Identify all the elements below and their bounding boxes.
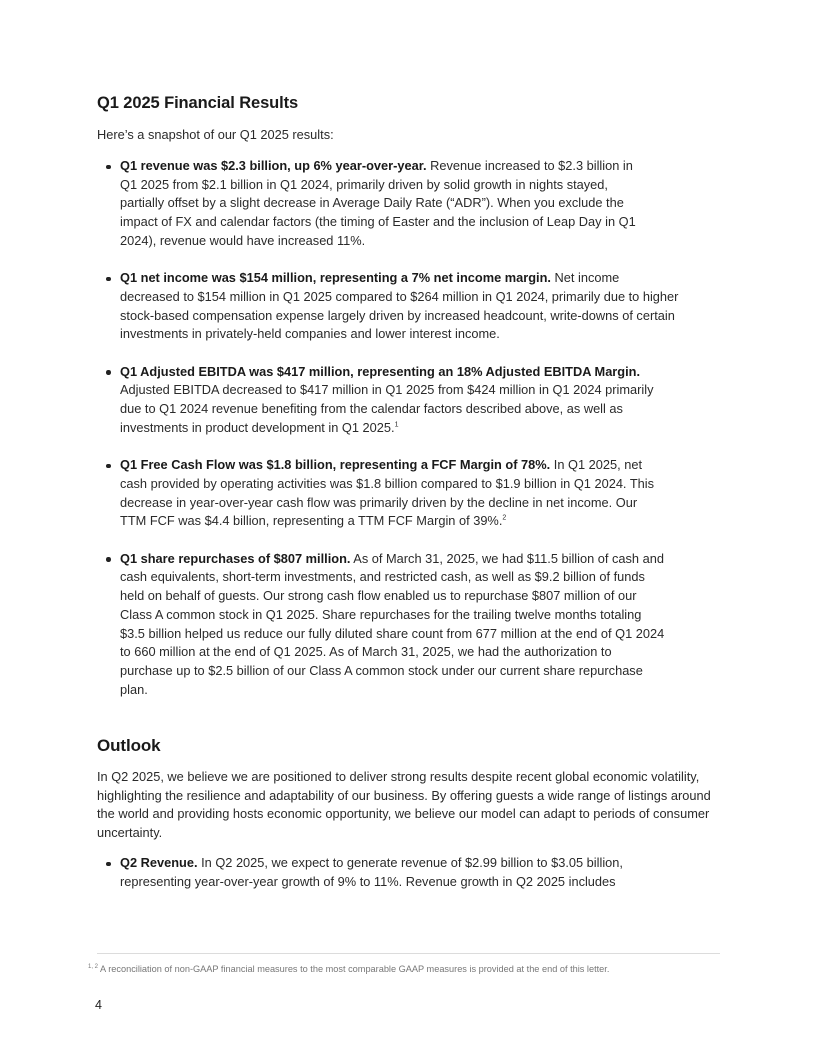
bullet-net-income xyxy=(97,269,680,344)
outlook-bullet-list xyxy=(97,854,697,910)
bullet-footnote-ref: 1 xyxy=(394,421,399,429)
bullet-footnote-ref: 2 xyxy=(502,515,507,523)
bullet-lead: Q1 net income was $154 million, representing a 7% net income margin. xyxy=(120,270,551,286)
footnote-text: A reconciliation of non-GAAP financial measures to the most comparable GAAP measures is provided at the end of this letter. xyxy=(98,964,610,974)
bullet-body: In Q1 2025, net cash provided by operating activities was $1.8 billion compared to $1.9 billion in Q1 2024. This decrease in year-over-year cash flow was primarily driven by the decline in net income. Our TTM FCF was $4.4 billion, representing a TTM FCF Margin of 39%. xyxy=(120,457,654,529)
footnote-divider xyxy=(97,953,720,954)
results-intro: Here’s a snapshot of our Q1 2025 results: xyxy=(97,127,334,142)
bullet-lead: Q1 revenue was $2.3 billion, up 6% year-over-year. xyxy=(120,158,427,173)
bullet-lead: Q1 Adjusted EBITDA was $417 million, representing an 18% Adjusted EBITDA Margin. xyxy=(120,363,641,379)
bullet-lead: Q2 Revenue. xyxy=(120,855,198,870)
footnote xyxy=(88,963,609,975)
section-heading-outlook: Outlook xyxy=(97,736,161,755)
section-heading-financial-results: Q1 2025 Financial Results xyxy=(97,94,299,112)
bullet-body: Adjusted EBITDA decreased to $417 million in Q1 2025 from $424 million in Q1 2024 primarily due to Q1 2024 revenue benefiting from the calendar factors described above, as well as investments in product development in Q1 2025. xyxy=(120,382,654,435)
bullet-adjusted-ebitda xyxy=(97,363,665,438)
page-number: 4 xyxy=(95,998,102,1012)
bullet-body: As of March 31, 2025, we had $11.5 billion of cash and cash equivalents, short-term investments, and restricted cash, as well as $9.2 billion of funds held on behalf of guests. Our strong cash flow enabled us to repurchase $807 million of our Class A common stock in Q1 2025. Share repurchases for the trailing twelve months totaling $3.5 billion helped us reduce our fully diluted share count from 677 million at the end of Q1 2024 to 660 million at the end of Q1 2025. As of March 31, 2025, we had the authorization to purchase up to $2.5 billion of our Class A common stock under our current share repurchase plan. xyxy=(120,550,665,697)
bullet-body: In Q2 2025, we expect to generate revenue of $2.99 billion to $3.05 billion, representing year-over-year growth of 9% to 11%. Revenue growth in Q2 2025 includes xyxy=(120,855,623,889)
bullet-share-repurchases xyxy=(97,550,665,700)
bullet-revenue xyxy=(97,157,650,251)
outlook-intro: In Q2 2025, we believe we are positioned to deliver strong results despite recent global economic volatility, highlighting the resilience and adaptability of our business. By offering guests a wide range of listings around the world and providing hosts economic opportunity, we believe our model can adapt to periods of consumer uncertainty. xyxy=(97,769,711,841)
bullet-body: Net income decreased to $154 million in Q1 2025 compared to $264 million in Q1 2024, primarily due to higher stock-based compensation expense largely driven by increased headcount, write-downs of certain investments in privately-held companies and lower interest income. xyxy=(120,270,679,342)
bullet-lead: Q1 Free Cash Flow was $1.8 billion, representing a FCF Margin of 78%. xyxy=(120,457,551,473)
bullet-body: Revenue increased to $2.3 billion in Q1 2025 from $2.1 billion in Q1 2024, primarily driven by solid growth in nights stayed, partially offset by a slight decrease in Average Daily Rate (“ADR”). When you exclude the impact of FX and calendar factors (the timing of Easter and the inclusion of Leap Day in Q1 2024), revenue would have increased 11%. xyxy=(120,158,636,248)
results-bullet-list xyxy=(97,157,697,718)
bullet-free-cash-flow xyxy=(97,456,665,531)
footnote-marker: 1, 2 xyxy=(88,963,99,970)
bullet-q2-revenue xyxy=(97,854,650,891)
bullet-lead: Q1 share repurchases of $807 million. xyxy=(120,550,351,566)
